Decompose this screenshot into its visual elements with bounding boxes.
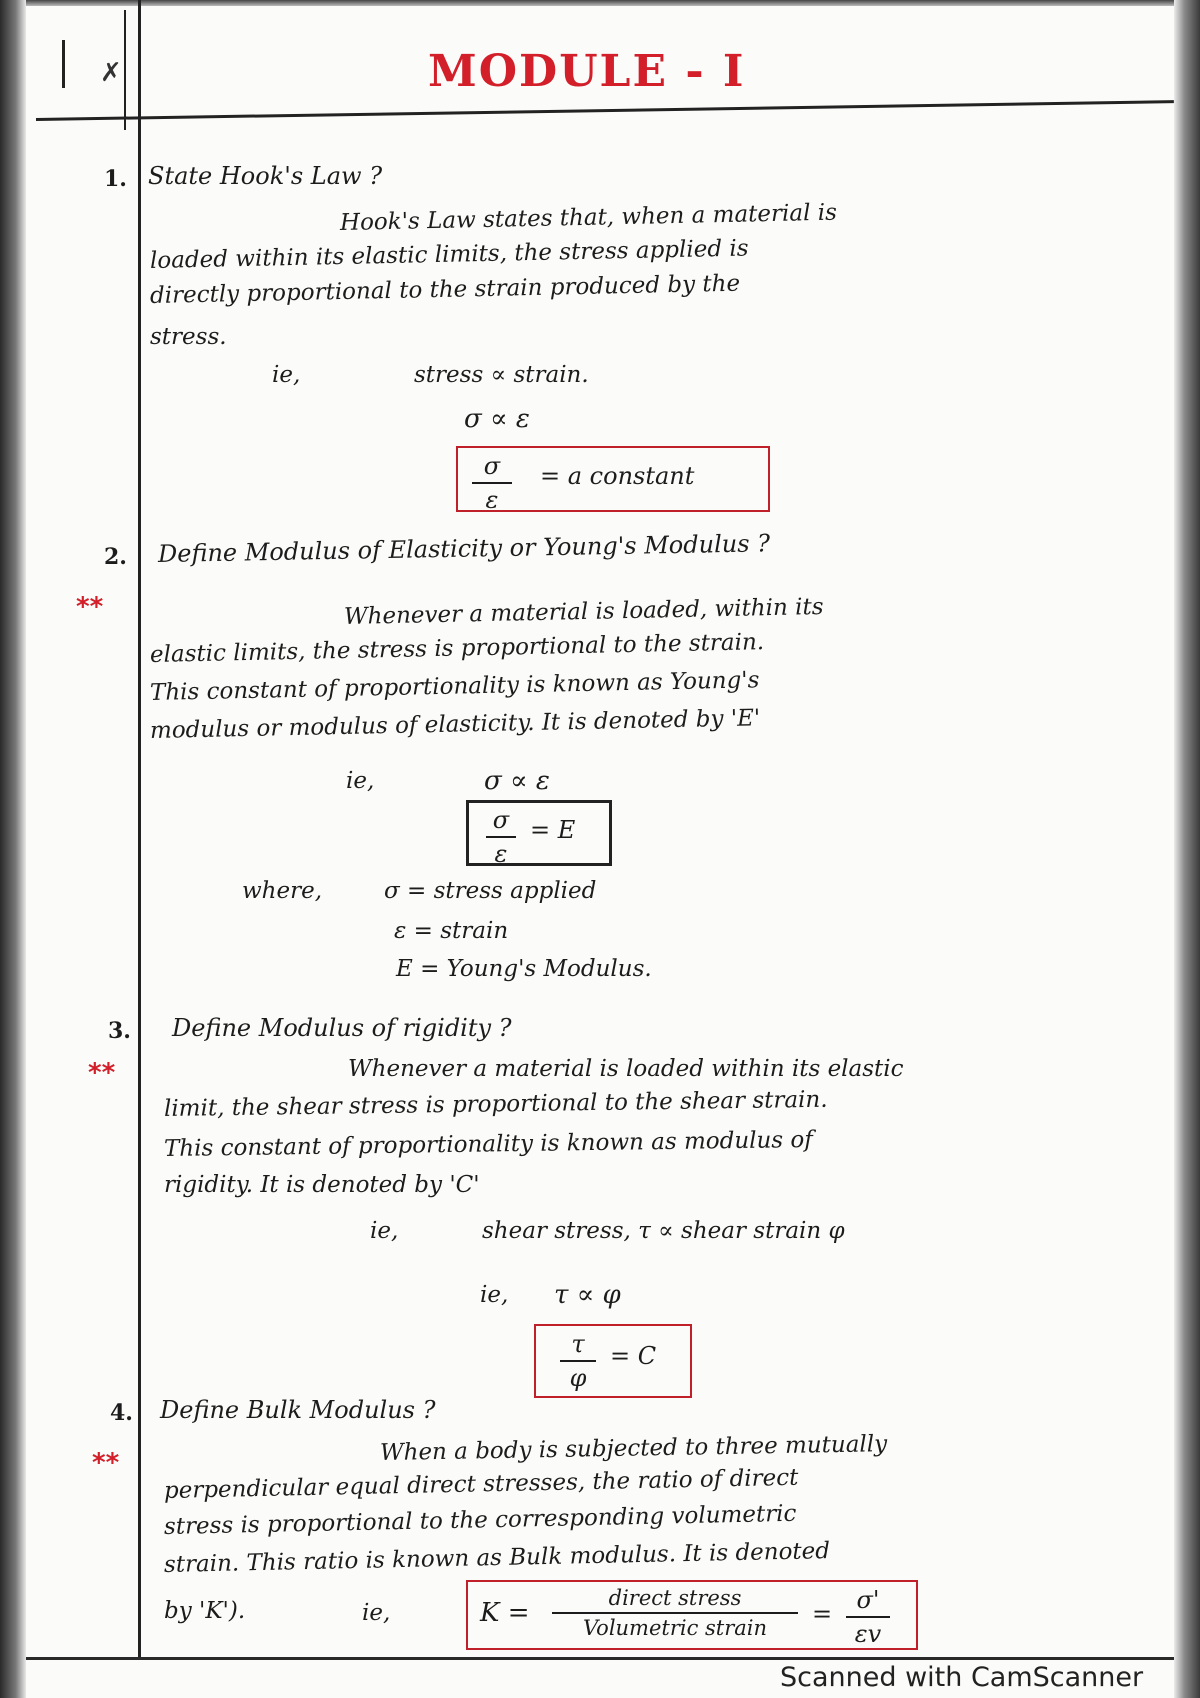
- answer-line: Whenever a material is loaded, within its: [343, 593, 824, 630]
- scan-edge-right: [1174, 0, 1200, 1698]
- importance-stars: **: [76, 592, 104, 622]
- relation-symbols: σ ∝ ε: [484, 766, 550, 796]
- answer-line: elastic limits, the stress is proportional to the strain.: [149, 629, 765, 668]
- question-heading: Define Modulus of Elasticity or Young's Modulus ?: [157, 529, 771, 568]
- fraction-bar: [552, 1612, 798, 1614]
- ie-label: ie,: [480, 1282, 509, 1308]
- answer-line: loaded within its elastic limits, the stress applied is: [149, 235, 749, 274]
- formula-equals: =: [812, 1600, 833, 1628]
- by-text: by 'K').: [164, 1598, 246, 1624]
- formula-fraction-symbols: [846, 1586, 890, 1648]
- denominator: ε: [485, 486, 499, 514]
- denominator: φ: [569, 1364, 587, 1392]
- numerator: σ: [483, 452, 501, 480]
- scan-edge-top: [26, 0, 1174, 6]
- ie-label: ie,: [362, 1600, 391, 1626]
- numerator: σ: [492, 806, 510, 834]
- pen-scribble-icon: ✗: [100, 58, 122, 88]
- importance-stars: **: [88, 1058, 116, 1088]
- formula-rhs: = a constant: [540, 462, 695, 490]
- ie-label: ie,: [370, 1218, 399, 1244]
- definition-line: σ = stress applied: [384, 878, 597, 904]
- question-heading: Define Modulus of rigidity ?: [172, 1014, 512, 1042]
- answer-line: stress.: [150, 324, 227, 350]
- answer-line: Hook's Law states that, when a material is: [339, 199, 838, 236]
- fraction-bar: [472, 482, 512, 484]
- formula-fraction: [486, 806, 516, 868]
- definition-line: E = Young's Modulus.: [396, 956, 652, 982]
- pen-mark: [62, 40, 65, 88]
- numerator: σ': [856, 1586, 880, 1614]
- ie-label: ie,: [346, 768, 375, 794]
- bottom-rule: [26, 1657, 1174, 1660]
- answer-line: This constant of proportionality is known as modulus of: [163, 1126, 813, 1162]
- answer-line: modulus or modulus of elasticity. It is denoted by 'E': [149, 705, 761, 744]
- formula-fraction: [552, 1586, 798, 1640]
- answer-line: limit, the shear stress is proportional to the shear strain.: [163, 1086, 828, 1122]
- formula-rhs: = C: [610, 1342, 657, 1370]
- scan-edge-left: [0, 0, 26, 1698]
- answer-line: directly proportional to the strain produced by the: [149, 270, 741, 309]
- relation-symbols: τ ∝ φ: [554, 1280, 621, 1310]
- denominator: Volumetric strain: [582, 1616, 768, 1640]
- question-heading: Define Bulk Modulus ?: [160, 1396, 436, 1424]
- formula-lhs: K =: [480, 1598, 530, 1628]
- formula-rhs: = E: [530, 816, 576, 844]
- question-number: 4.: [110, 1400, 133, 1426]
- importance-stars: **: [92, 1448, 120, 1478]
- answer-line: rigidity. It is denoted by 'C': [164, 1172, 480, 1198]
- ie-label: ie,: [272, 362, 301, 388]
- formula-fraction: [472, 452, 512, 514]
- numerator: τ: [571, 1330, 585, 1358]
- relation-text: stress ∝ strain.: [414, 362, 589, 388]
- question-number: 1.: [104, 166, 127, 192]
- margin-rule-short: [124, 10, 126, 130]
- relation-symbols: σ ∝ ε: [464, 404, 530, 434]
- fraction-bar: [560, 1360, 596, 1362]
- denominator: ε: [494, 840, 508, 868]
- where-label: where,: [242, 878, 323, 904]
- numerator: direct stress: [608, 1586, 742, 1610]
- fraction-bar: [486, 836, 516, 838]
- question-heading: State Hook's Law ?: [148, 162, 383, 190]
- denominator: εv: [854, 1620, 882, 1648]
- question-number: 2.: [104, 544, 127, 570]
- fraction-bar: [846, 1616, 890, 1618]
- answer-line: strain. This ratio is known as Bulk modulus. It is denoted: [163, 1538, 831, 1578]
- relation-text: shear stress, τ ∝ shear strain φ: [482, 1218, 845, 1244]
- formula-fraction: [560, 1330, 596, 1392]
- definition-line: ε = strain: [394, 918, 509, 944]
- page-title: MODULE - I: [428, 46, 746, 97]
- scanner-watermark: Scanned with CamScanner: [780, 1662, 1144, 1693]
- margin-rule: [138, 0, 141, 1660]
- header-rule: [36, 100, 1174, 121]
- answer-line: stress is proportional to the corresponding volumetric: [163, 1500, 797, 1540]
- answer-line: This constant of proportionality is known as Young's: [149, 667, 760, 706]
- answer-line: Whenever a material is loaded within its elastic: [348, 1056, 904, 1082]
- question-number: 3.: [108, 1018, 131, 1044]
- answer-line: perpendicular equal direct stresses, the ratio of direct: [163, 1464, 799, 1504]
- answer-line: When a body is subjected to three mutually: [379, 1431, 888, 1466]
